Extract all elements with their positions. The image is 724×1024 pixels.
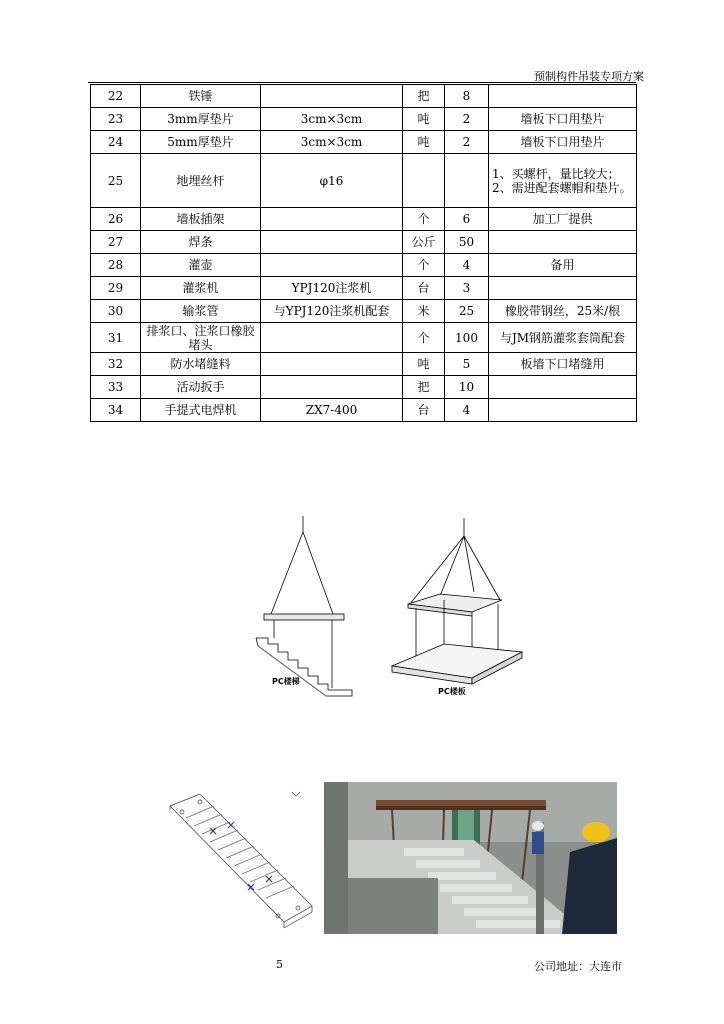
table-row [91,108,637,131]
row-number: 34 [91,399,141,422]
table-row [91,323,637,353]
table-row [91,254,637,277]
table-row [91,399,637,422]
item-name: 灌壶 [141,254,261,277]
item-unit [403,154,445,208]
item-quantity: 5 [445,353,489,376]
item-name: 焊条 [141,231,261,254]
item-spec: 3cm×3cm [261,108,403,131]
item-quantity: 2 [445,131,489,154]
item-spec [261,231,403,254]
running-header: 预制构件吊装专项方案 [534,70,644,83]
item-name: 防水堵缝料 [141,353,261,376]
item-name: 输浆管 [141,300,261,323]
company-address: 公司地址：大连市 [534,960,622,973]
item-note: 墙板下口用垫片 [489,108,637,131]
item-name: 铁锤 [141,85,261,108]
item-note: 备用 [489,254,637,277]
item-note [489,399,637,422]
item-quantity: 100 [445,323,489,353]
item-note: 与JM钢筋灌浆套筒配套 [489,323,637,353]
item-quantity: 4 [445,254,489,277]
item-note: 墙板下口用垫片 [489,131,637,154]
stair-plan-drawing [164,788,314,938]
item-spec [261,323,403,353]
table-row [91,300,637,323]
item-name: 地埋丝杆 [141,154,261,208]
row-number: 25 [91,154,141,208]
item-unit: 把 [403,376,445,399]
item-quantity [445,154,489,208]
item-unit: 台 [403,277,445,300]
item-name: 3mm厚垫片 [141,108,261,131]
table-row [91,131,637,154]
table-row [91,85,637,108]
item-name: 5mm厚垫片 [141,131,261,154]
item-spec: 3cm×3cm [261,131,403,154]
table-row [91,208,637,231]
row-number: 24 [91,131,141,154]
item-quantity: 10 [445,376,489,399]
item-spec: φ16 [261,154,403,208]
stair-hoisting-photo [324,782,617,934]
item-spec [261,353,403,376]
table-row [91,353,637,376]
item-unit: 台 [403,399,445,422]
item-quantity: 3 [445,277,489,300]
item-unit: 吨 [403,353,445,376]
item-spec: 与YPJ120注浆机配套 [261,300,403,323]
table-row [91,376,637,399]
item-quantity: 4 [445,399,489,422]
item-unit: 把 [403,85,445,108]
item-note: 1、买螺杆，量比较大；2、需进配套螺帽和垫片。 [489,154,637,208]
item-unit: 吨 [403,108,445,131]
item-quantity: 8 [445,85,489,108]
item-quantity: 2 [445,108,489,131]
item-spec [261,208,403,231]
item-unit: 个 [403,254,445,277]
row-number: 33 [91,376,141,399]
pc-stair-label: PC楼梯 [272,677,300,686]
row-number: 27 [91,231,141,254]
item-note [489,277,637,300]
row-number: 28 [91,254,141,277]
item-note [489,376,637,399]
item-spec: YPJ120注浆机 [261,277,403,300]
row-number: 30 [91,300,141,323]
pc-stair-lifting-diagram [246,512,362,702]
row-number: 31 [91,323,141,353]
item-note [489,85,637,108]
item-spec [261,376,403,399]
row-number: 32 [91,353,141,376]
item-quantity: 6 [445,208,489,231]
table-row [91,231,637,254]
item-note: 板墙下口堵缝用 [489,353,637,376]
item-spec [261,85,403,108]
item-name: 手提式电焊机 [141,399,261,422]
header-rule [88,82,636,83]
materials-table [90,84,637,422]
item-unit: 个 [403,208,445,231]
table-row [91,154,637,208]
row-number: 26 [91,208,141,231]
item-quantity: 50 [445,231,489,254]
row-number: 23 [91,108,141,131]
row-number: 22 [91,85,141,108]
item-name: 活动扳手 [141,376,261,399]
pc-slab-label: PC楼板 [438,687,466,696]
table-row [91,277,637,300]
item-unit: 公斤 [403,231,445,254]
pc-slab-lifting-diagram [388,516,528,686]
item-spec [261,254,403,277]
item-unit: 吨 [403,131,445,154]
item-unit: 米 [403,300,445,323]
row-number: 29 [91,277,141,300]
item-note: 加工厂提供 [489,208,637,231]
page-number: 5 [276,958,283,971]
item-name: 灌浆机 [141,277,261,300]
item-name: 排浆口、注浆口橡胶堵头 [141,323,261,353]
item-unit: 个 [403,323,445,353]
item-note [489,231,637,254]
item-note: 橡胶带钢丝，25米/根 [489,300,637,323]
item-name: 墙板插架 [141,208,261,231]
item-spec: ZX7-400 [261,399,403,422]
item-quantity: 25 [445,300,489,323]
